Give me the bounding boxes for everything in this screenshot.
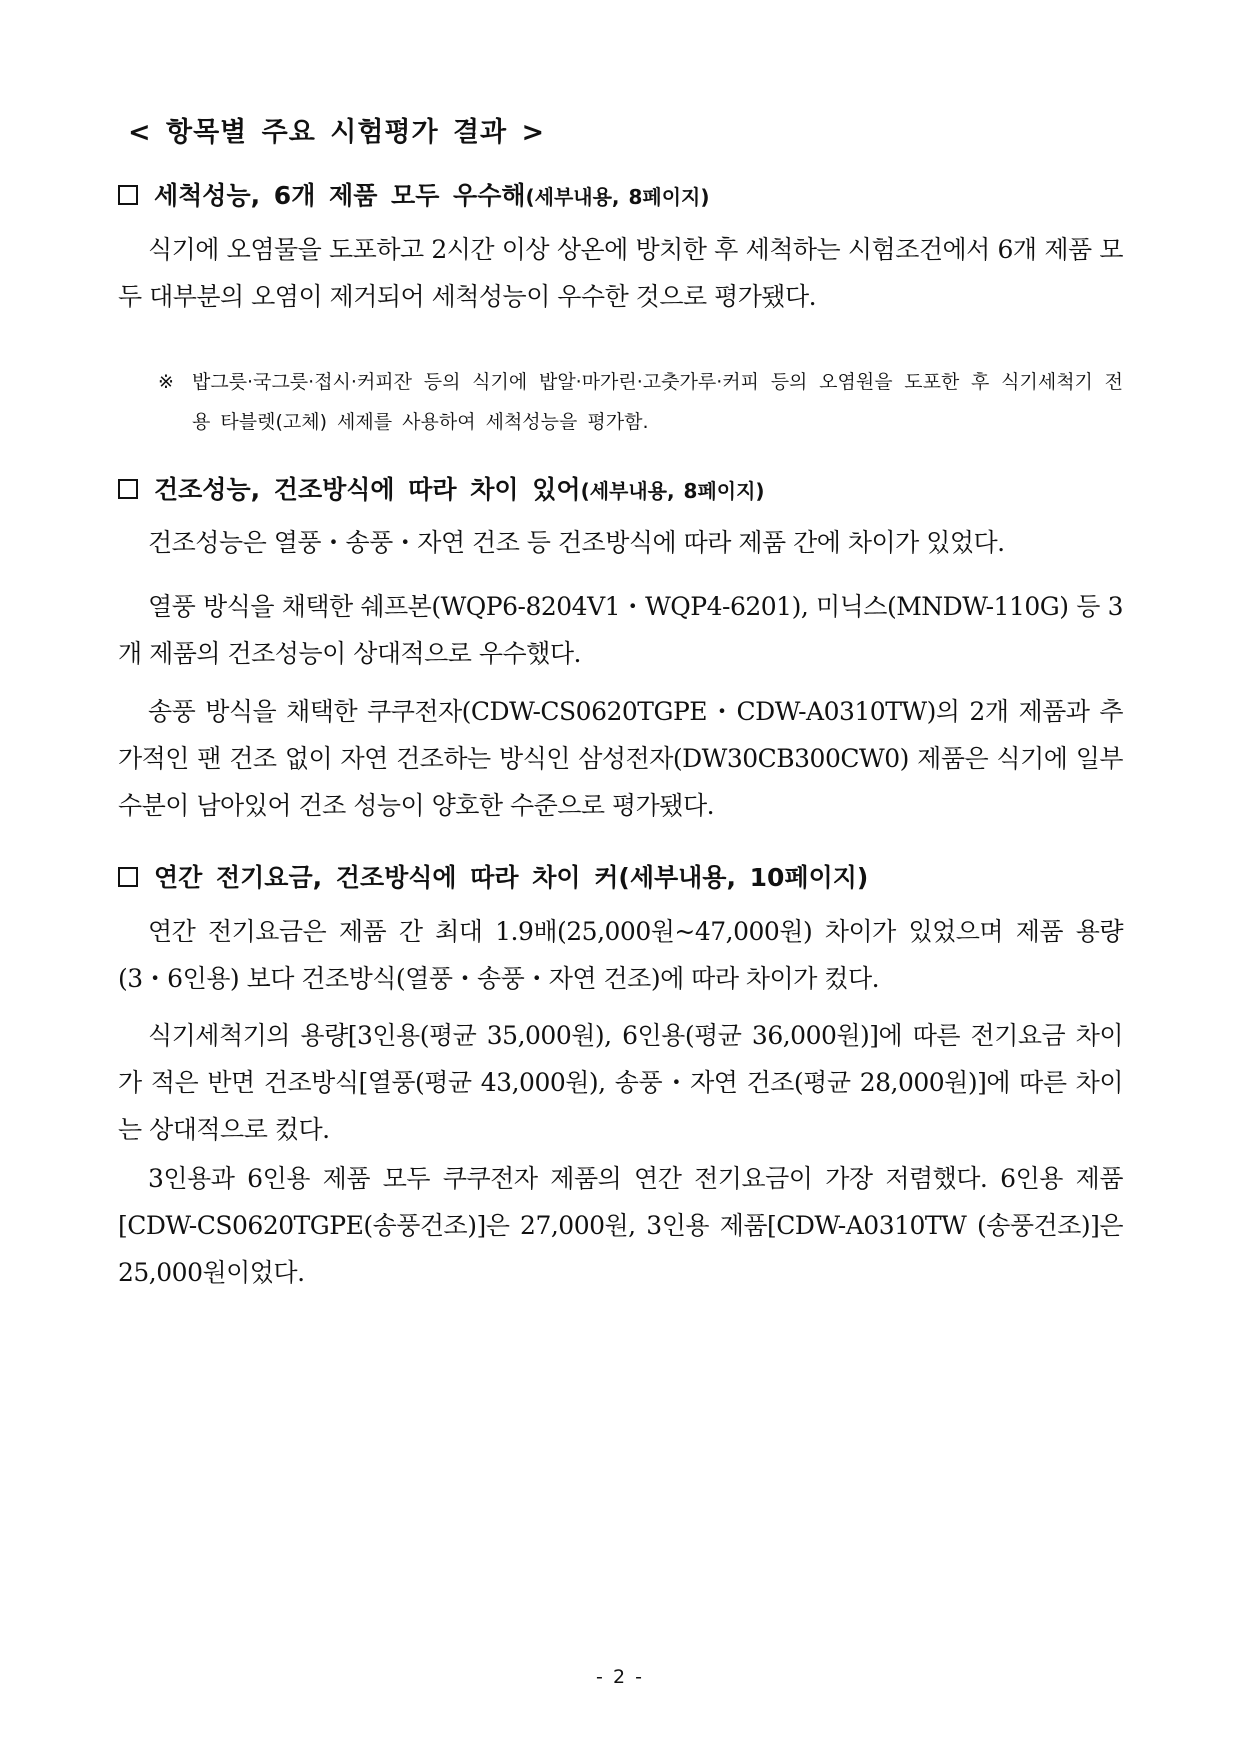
checkbox-square-icon xyxy=(118,185,138,205)
paragraph-electricity-3: 3인용과 6인용 제품 모두 쿠쿠전자 제품의 연간 전기요금이 가장 저렴했다. 6인용 제품[CDW-CS0620TGPE(송풍건조)]은 27,000원, 3인용 제품[CDW-A0310TW (송풍건조)]은 25,000원이었다. xyxy=(118,1164,1123,1287)
checkbox-square-icon xyxy=(118,867,138,887)
section-heading-text: 건조성능, 건조방식에 따라 차이 있어 xyxy=(154,475,581,504)
paragraph-cleaning-1: 식기에 오염물을 도포하고 2시간 이상 상온에 방치한 후 세척하는 시험조건에서 6개 제품 모두 대부분의 오염이 제거되어 세척성능이 우수한 것으로 평가됐다. xyxy=(118,235,1123,311)
section-heading-cleaning xyxy=(118,176,710,212)
section-heading-text: 세척성능, 6개 제품 모두 우수해 xyxy=(154,181,526,210)
section-reference: (세부내용, 10페이지) xyxy=(618,863,869,892)
page-number: - 2 - xyxy=(596,1666,644,1688)
paragraph-drying-3: 송풍 방식을 채택한 쿠쿠전자(CDW-CS0620TGPE・CDW-A0310TW)의 2개 제품과 추가적인 팬 건조 없이 자연 건조하는 방식인 삼성전자(DW30CB300CW0) 제품은 식기에 일부 수분이 남아있어 건조 성능이 양호한 수준으로 평가됐다. xyxy=(118,697,1123,820)
page-title: < 항목별 주요 시험평가 결과 > xyxy=(128,117,546,148)
footnote-cleaning xyxy=(158,362,1123,442)
section-reference: (세부내용, 8페이지) xyxy=(525,185,710,209)
checkbox-square-icon xyxy=(118,479,138,499)
paragraph-electricity-2: 식기세척기의 용량[3인용(평균 35,000원), 6인용(평균 36,000원)]에 따른 전기요금 차이가 적은 반면 건조방식[열풍(평균 43,000원), 송풍・자연 건조(평균 28,000원)]에 따른 차이는 상대적으로 컸다. xyxy=(118,1021,1123,1144)
paragraph-drying-1: 건조성능은 열풍・송풍・자연 건조 등 건조방식에 따라 제품 간에 차이가 있었다. xyxy=(148,528,1005,557)
section-reference: (세부내용, 8페이지) xyxy=(580,479,765,503)
paragraph-drying-2: 열풍 방식을 채택한 쉐프본(WQP6-8204V1・WQP4-6201), 미닉스(MNDW-110G) 등 3개 제품의 건조성능이 상대적으로 우수했다. xyxy=(118,592,1123,668)
paragraph-electricity-1: 연간 전기요금은 제품 간 최대 1.9배(25,000원~47,000원) 차이가 있었으며 제품 용량(3・6인용) 보다 건조방식(열풍・송풍・자연 건조)에 따라 차이가 컸다. xyxy=(118,917,1123,993)
section-heading-electricity xyxy=(118,858,868,894)
section-heading-text: 연간 전기요금, 건조방식에 따라 차이 커 xyxy=(154,863,619,892)
reference-mark-icon: ※ xyxy=(158,371,174,393)
section-heading-drying xyxy=(118,470,765,506)
footnote-text: 밥그릇·국그릇·접시·커피잔 등의 식기에 밥알·마가린·고춧가루·커피 등의 오염원을 도포한 후 식기세척기 전용 타블렛(고체) 세제를 사용하여 세척성능을 평가함. xyxy=(192,371,1123,433)
